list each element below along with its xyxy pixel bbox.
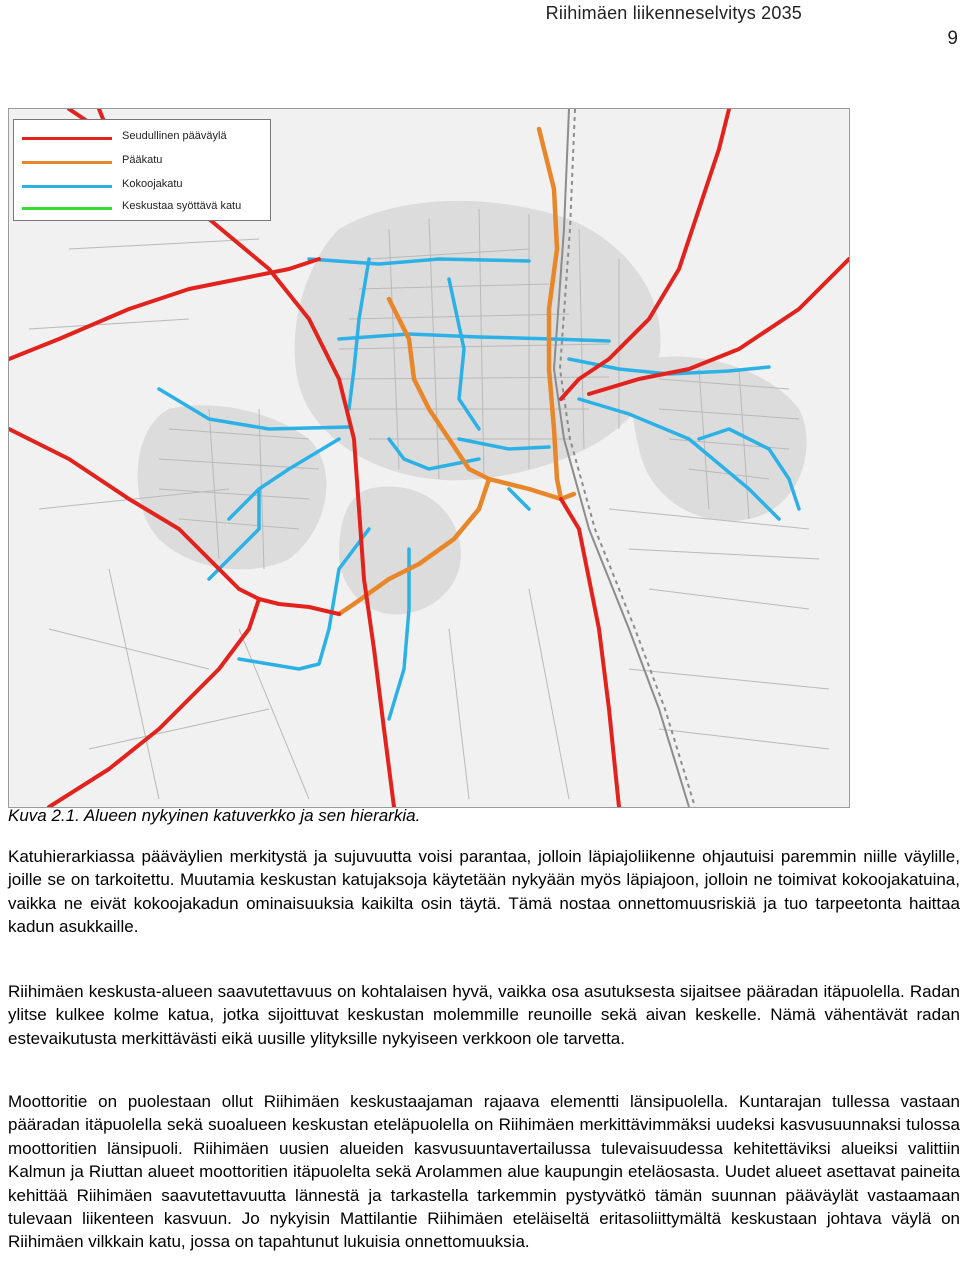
legend-swatch-blue <box>22 185 112 188</box>
street-network-map <box>8 108 850 808</box>
legend-item-main-street <box>22 152 266 172</box>
page-number: 9 <box>947 28 958 49</box>
body-paragraph: Moottoritie on puolestaan ollut Riihimäen keskustaajaman rajaava elementti länsipuolella. Kuntarajan tullessa vastaan pääradan itäpuolella sekä suoalueen keskustan eteläpuolella on Riihimäen merkittävimmäksi uudeksi kasvusuunnaksi tulossa moottoritien länsipuoli. Riihimäen uusien alueiden kasvusuuntavertailussa tulevaisuudessa kehitettäviksi alueiksi valittiin Kalmun ja Riuttan alueet moottoritien itäpuolelta sekä Arolammen alue kaupungin eteläosasta. Uudet alueet asettavat paineita kehittää Riihimäen saavutettavuutta lännestä ja tarkastella tarkemmin pystyvätkö tämän suunnan pääväylät vastaamaan tulevaan liikenteen kasvuun. Jo nykyisin Mattilantie Riihimäen eteläiseltä eritasoliittymältä keskustaan johtava väylä on Riihimäen vilkkain katu, jossa on tapahtunut lukuisia onnettomuuksia. <box>8 1092 960 1252</box>
legend-swatch-red <box>22 137 112 140</box>
map-legend <box>13 119 271 221</box>
legend-item-feeder-street <box>22 198 266 218</box>
legend-label: Pääkatu <box>122 154 163 166</box>
legend-swatch-green <box>22 207 112 210</box>
figure-caption: Kuva 2.1. Alueen nykyinen katuverkko ja sen hierarkia. <box>8 806 421 825</box>
legend-item-regional-arterial <box>22 128 266 148</box>
body-paragraph: Katuhierarkiassa pääväylien merkitystä ja sujuvuutta voisi parantaa, jolloin läpiajoliikenne ohjautuisi paremmin niille väylille, joille se on tarkoitettu. Muutamia keskustan katujaksoja käytetään nykyään myös läpiajoon, jolloin ne toimivat kokoojakatuina, vaikka ne eivät kokoojakadun ominaisuuksia kaikilta osin täytä. Tämä nostaa onnettomuusriskiä ja tuo tarpeetonta haittaa kadun asukkaille. <box>8 847 960 937</box>
running-header-title: Riihimäen liikenneselvitys 2035 <box>545 3 802 23</box>
legend-label: Kokoojakatu <box>122 178 183 190</box>
legend-label: Keskustaa syöttävä katu <box>122 200 242 212</box>
legend-label: Seudullinen pääväylä <box>122 130 227 142</box>
legend-swatch-orange <box>22 161 112 164</box>
legend-item-collector-street <box>22 176 266 196</box>
body-paragraph: Riihimäen keskusta-alueen saavutettavuus on kohtalaisen hyvä, vaikka osa asutuksesta sijaitsee pääradan itäpuolella. Radan ylitse kulkee kolme katua, jotka sijoittuvat keskustan molemmille reunoille sekä aivan keskelle. Nämä vähentävät radan estevaikutusta merkittävästi eikä uusille ylityksille nykyiseen verkkoon ole tarvetta. <box>8 982 960 1048</box>
